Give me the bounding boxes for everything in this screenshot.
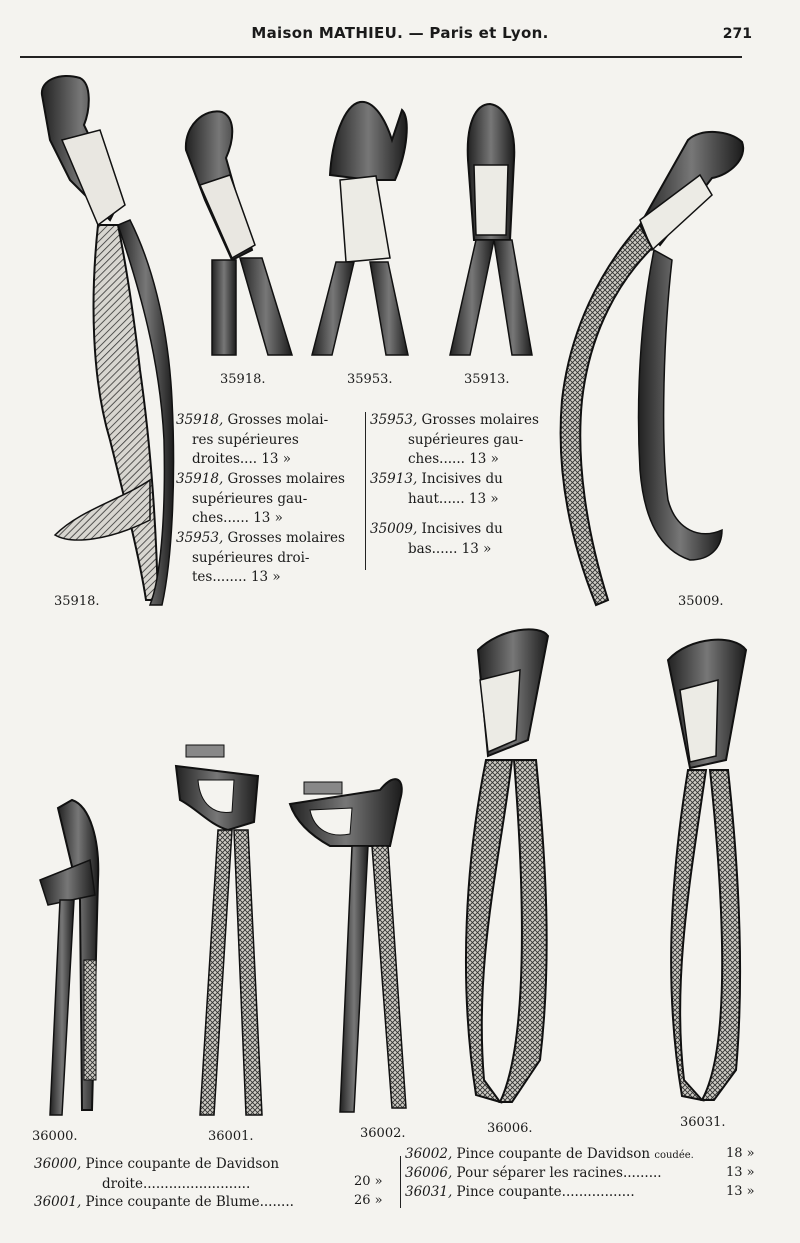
price: 20 » xyxy=(354,1174,383,1189)
figure-label: 36031. xyxy=(680,1115,726,1130)
page-header-title: Maison MATHIEU. — Paris et Lyon. xyxy=(251,24,549,42)
pince-36001-illustration xyxy=(176,745,262,1115)
catalog-entry: 35918, Grosses molai- res supérieures droites.... 13 » xyxy=(176,412,329,467)
catalog-entry: 36006, Pour séparer les racines......... xyxy=(405,1165,662,1181)
forceps-35918-large-illustration xyxy=(42,76,174,605)
catalog-entry: 35009, Incisives du bas...... 13 » xyxy=(370,521,503,557)
price: 26 » xyxy=(354,1193,383,1208)
column-divider xyxy=(365,412,366,570)
figure-label: 36000. xyxy=(32,1129,78,1144)
figure-label: 36002. xyxy=(360,1126,406,1141)
pince-36006-illustration xyxy=(466,629,548,1102)
catalog-entry: 36002, Pince coupante de Davidson coudée. xyxy=(405,1146,694,1162)
price: 13 » xyxy=(726,1184,755,1199)
catalog-entry: 35953, Grosses molaires supérieures gau- ches...... 13 » xyxy=(370,412,539,467)
forceps-35918-small-illustration xyxy=(186,111,292,355)
figure-label: 35953. xyxy=(347,372,393,387)
pince-36031-illustration xyxy=(668,640,746,1100)
column-divider xyxy=(400,1156,401,1208)
figure-label: 36001. xyxy=(208,1129,254,1144)
catalog-entry: 36001, Pince coupante de Blume........ xyxy=(34,1194,294,1210)
figure-label: 35009. xyxy=(678,594,724,609)
price: 13 » xyxy=(726,1165,755,1180)
catalog-entry: 36031, Pince coupante................. xyxy=(405,1184,635,1200)
page-number: 271 xyxy=(722,26,752,42)
figure-label: 36006. xyxy=(487,1121,533,1136)
pince-36002-illustration xyxy=(290,779,406,1112)
forceps-35913-illustration xyxy=(450,104,532,355)
catalog-entry: 35913, Incisives du haut...... 13 » xyxy=(370,471,503,507)
figure-label: 35918. xyxy=(54,594,100,609)
price: 18 » xyxy=(726,1146,755,1161)
forceps-35953-illustration xyxy=(312,102,408,355)
catalog-entry: 35953, Grosses molaires supérieures droi- tes........ 13 » xyxy=(176,530,345,585)
figure-label: 35918. xyxy=(220,372,266,387)
pince-36000-illustration xyxy=(40,800,98,1115)
catalog-entry: 36000, Pince coupante de Davidson droite......................... xyxy=(34,1156,280,1192)
figure-label: 35913. xyxy=(464,372,510,387)
catalog-entry: 35918, Grosses molaires supérieures gau- ches...... 13 » xyxy=(176,471,345,526)
forceps-35009-illustration xyxy=(561,132,744,605)
